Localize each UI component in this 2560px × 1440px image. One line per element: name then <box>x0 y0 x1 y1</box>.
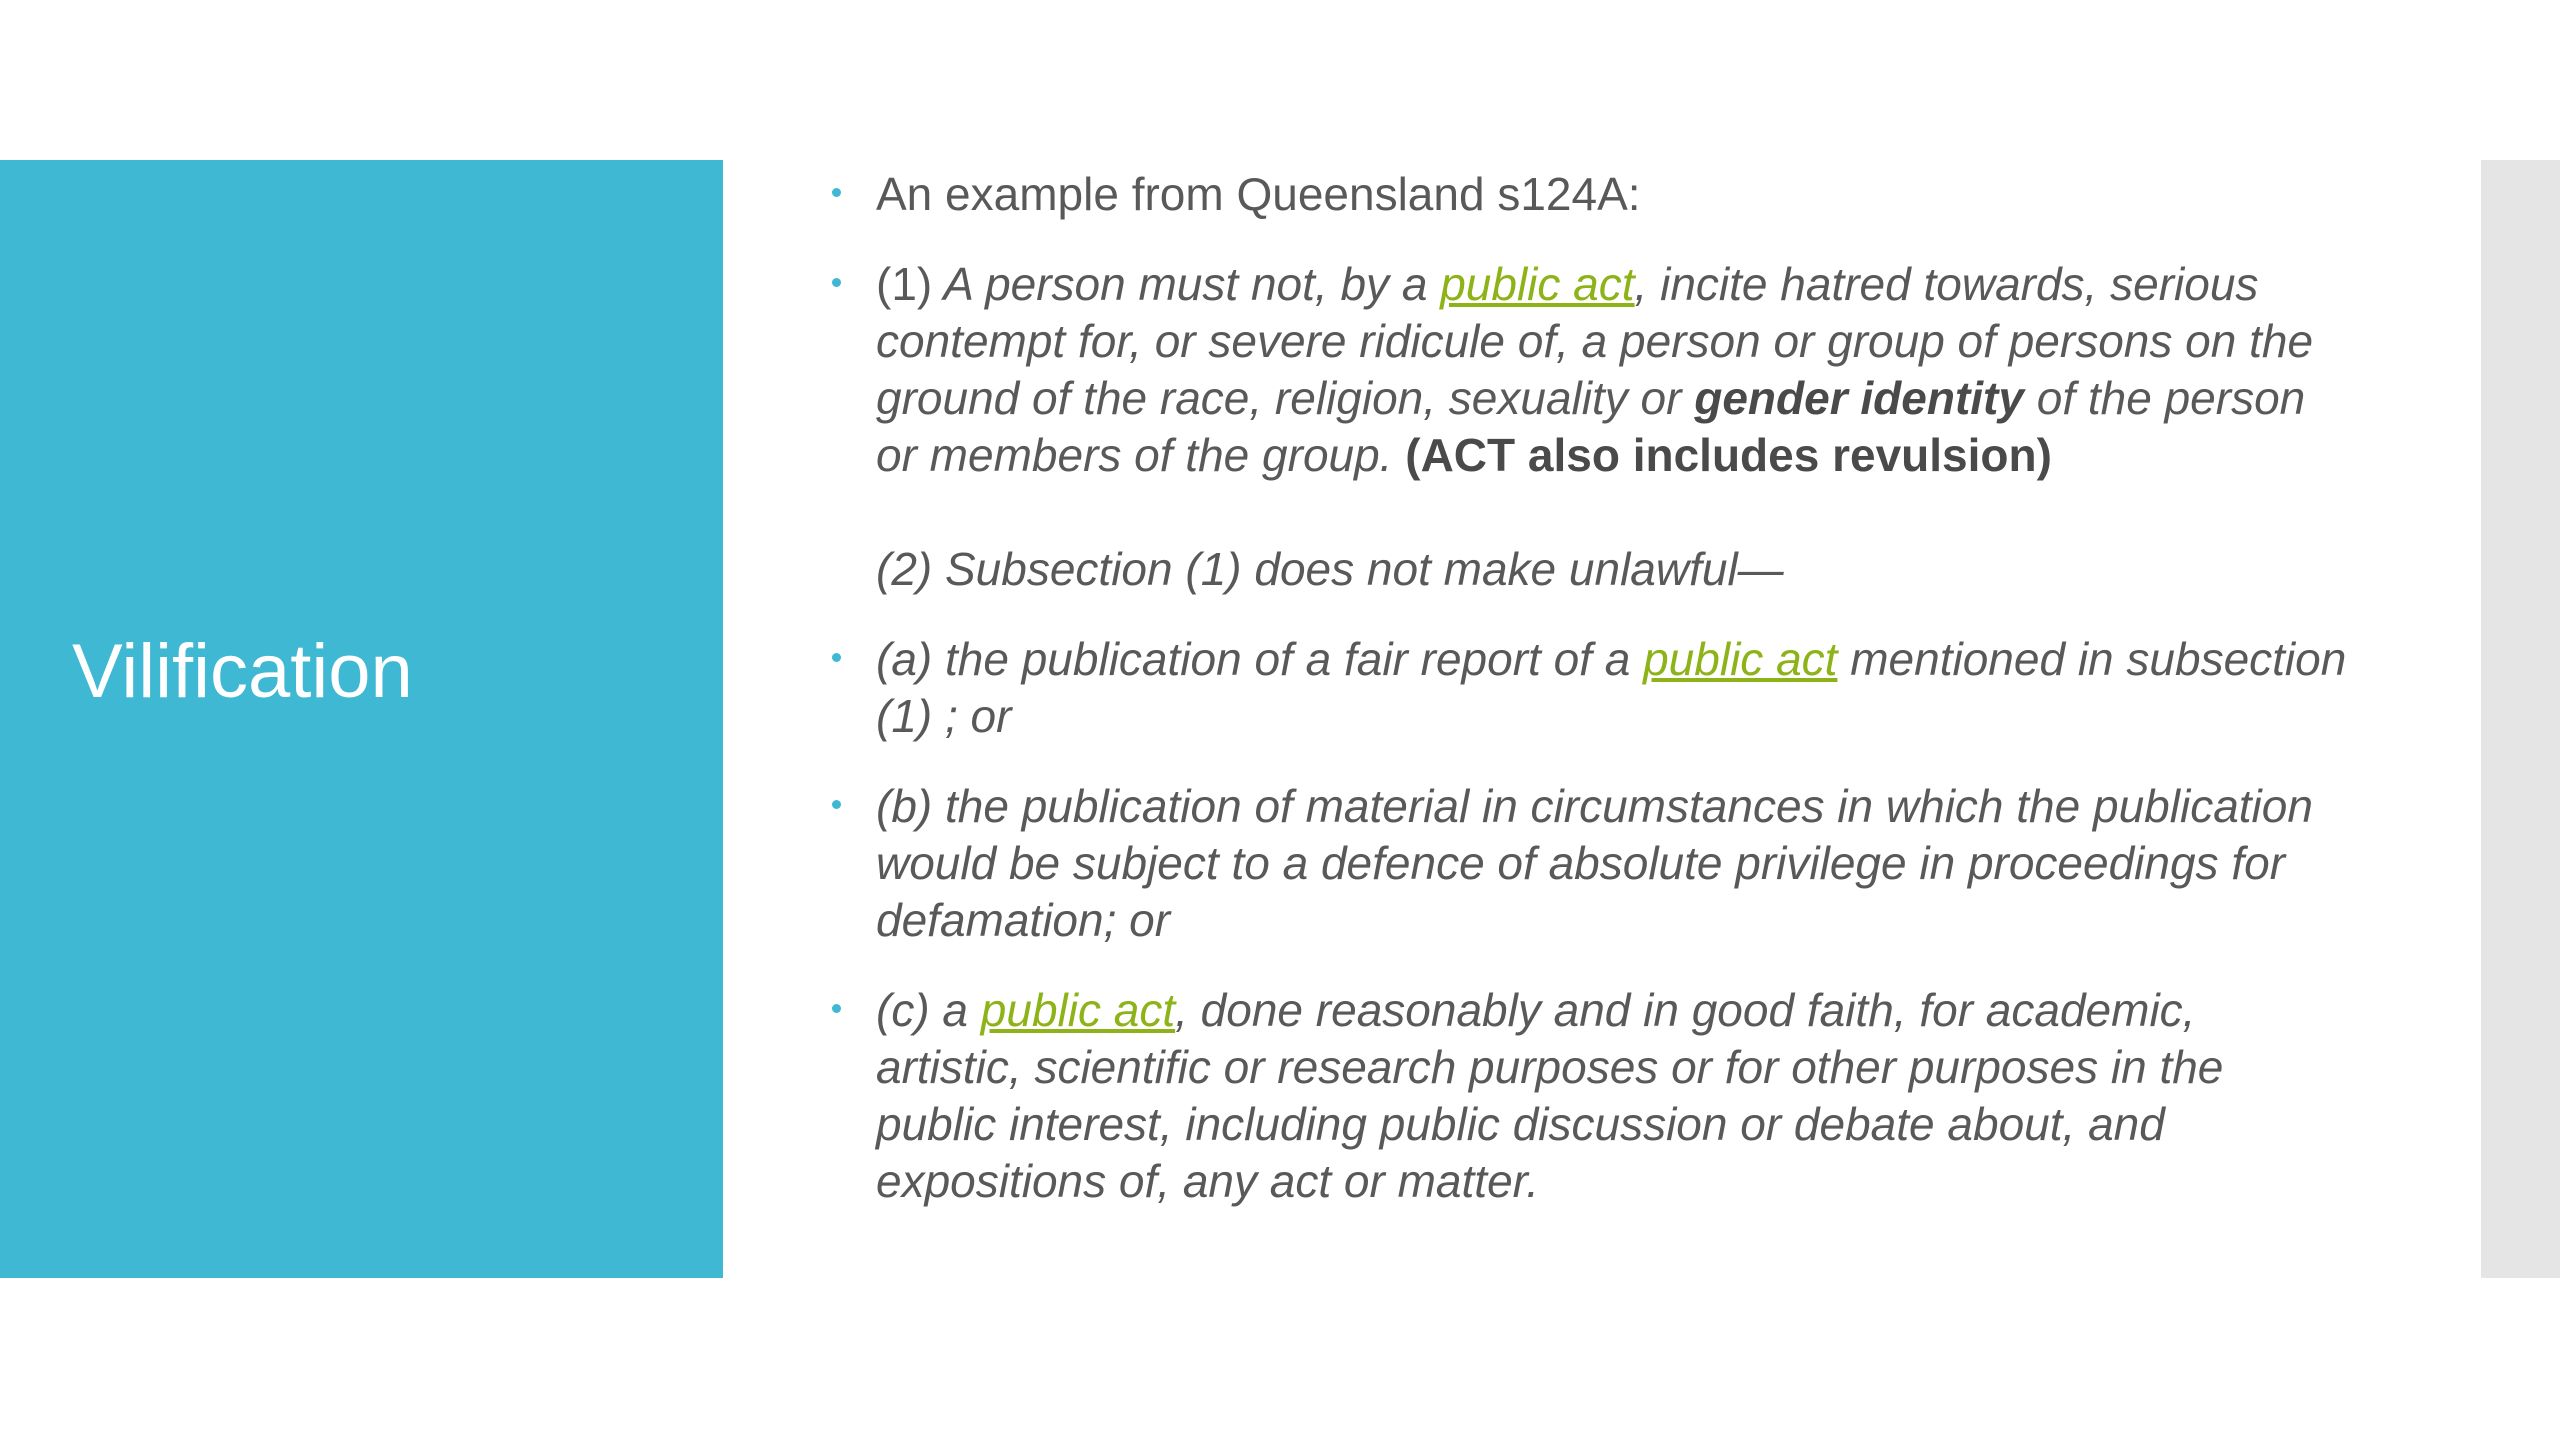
bullet-subsection-1 <box>832 256 2352 484</box>
subsection-1-text-part3: of the person or members of the group. <box>876 372 2306 481</box>
intro-text: An example from Queensland s124A: <box>876 168 1641 220</box>
content-body <box>832 166 2352 1210</box>
bullet-dot-icon <box>832 188 841 197</box>
slide-title: Vilification <box>72 629 413 714</box>
item-a-text-part2: mentioned in subsection (1) ; or <box>876 633 2347 742</box>
gender-identity-term: gender identity <box>1694 372 2024 424</box>
subsection-2 <box>832 541 2352 598</box>
item-a-text-part1: (a) the publication of a fair report of a <box>876 633 1644 685</box>
bullet-item-b <box>832 778 2352 949</box>
bullet-item-c <box>832 982 2352 1210</box>
public-act-link[interactable]: public act <box>980 984 1176 1036</box>
subsection-1-text-part2: , incite hatred towards, serious contempt for, or severe ridicule of, a person or group of persons on the ground of the race, religion, sexuality or <box>876 258 2314 424</box>
bullet-dot-icon <box>832 1004 841 1013</box>
bullet-item-a <box>832 631 2352 745</box>
item-c-text-part2: , done reasonably and in good faith, for academic, artistic, scientific or research purposes or for other purposes in the public interest, including public discussion or debate about, and expositions of, any act or matter. <box>876 984 2224 1207</box>
subsection-1-text-part1: A person must not, by a <box>932 258 1441 310</box>
subsection-1-number: (1) <box>876 258 933 310</box>
item-c-text-part1: (c) a <box>876 984 981 1036</box>
public-act-link[interactable]: public act <box>1440 258 1635 310</box>
item-b-text: (b) the publication of material in circumstances in which the publication would be subject to a defence of absolute privilege in proceedings for defamation; or <box>876 780 2313 946</box>
right-strip <box>2481 160 2560 1278</box>
public-act-link[interactable]: public act <box>1643 633 1838 685</box>
bullet-intro <box>832 166 2352 223</box>
title-panel <box>0 160 723 1278</box>
act-note: (ACT also includes revulsion) <box>1405 429 2052 481</box>
subsection-2-text: (2) Subsection (1) does not make unlawful— <box>876 543 1784 595</box>
bullet-dot-icon <box>832 278 841 287</box>
bullet-dot-icon <box>832 653 841 662</box>
bullet-dot-icon <box>832 800 841 809</box>
